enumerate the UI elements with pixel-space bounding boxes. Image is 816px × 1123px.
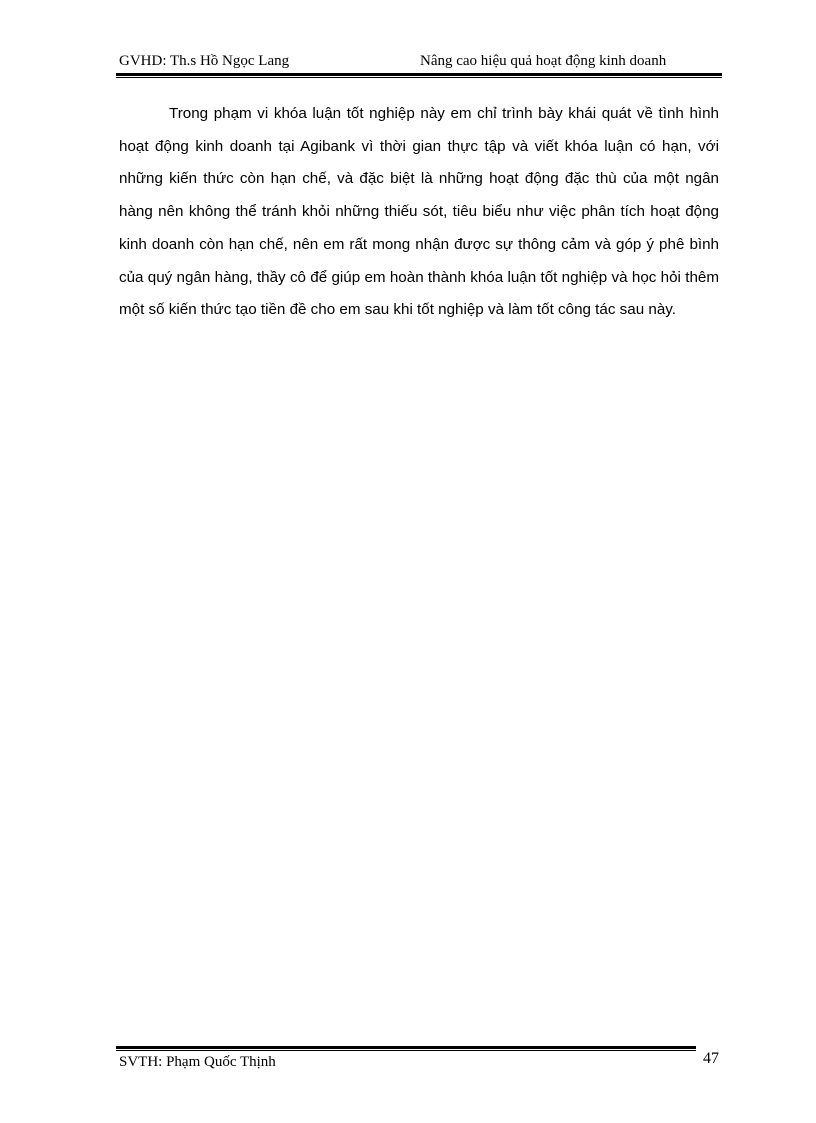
header-supervisor: GVHD: Th.s Hồ Ngọc Lang: [119, 53, 290, 69]
page-number: 47: [703, 1050, 719, 1067]
header-rule-thin: [116, 77, 722, 78]
footer-rule: [116, 1046, 696, 1049]
header-rule: [116, 73, 722, 76]
footer-student: SVTH: Phạm Quốc Thịnh: [119, 1054, 276, 1070]
body-paragraph: Trong phạm vi khóa luận tốt nghiệp này em chỉ trình bày khái quát về tình hình hoạt động kinh doanh tại Agibank vì thời gian thực tập và viết khóa luận có hạn, với những kiến thức còn hạn chế, và đặc biệt là những hoạt động đặc thù của một ngân hàng nên không thể tránh khỏi những thiếu sót, tiêu biểu như việc phân tích hoạt động kinh doanh còn hạn chế, nên em rất mong nhận được sự thông cảm và góp ý phê bình của quý ngân hàng, thầy cô để giúp em hoàn thành khóa luận tốt nghiệp và học hỏi thêm một số kiến thức tạo tiền đề cho em sau khi tốt nghiệp và làm tốt công tác sau này.: [119, 105, 719, 319]
header-title: Nâng cao hiệu quả hoạt động kinh doanh: [420, 53, 667, 69]
footer-rule-thin: [116, 1050, 696, 1051]
